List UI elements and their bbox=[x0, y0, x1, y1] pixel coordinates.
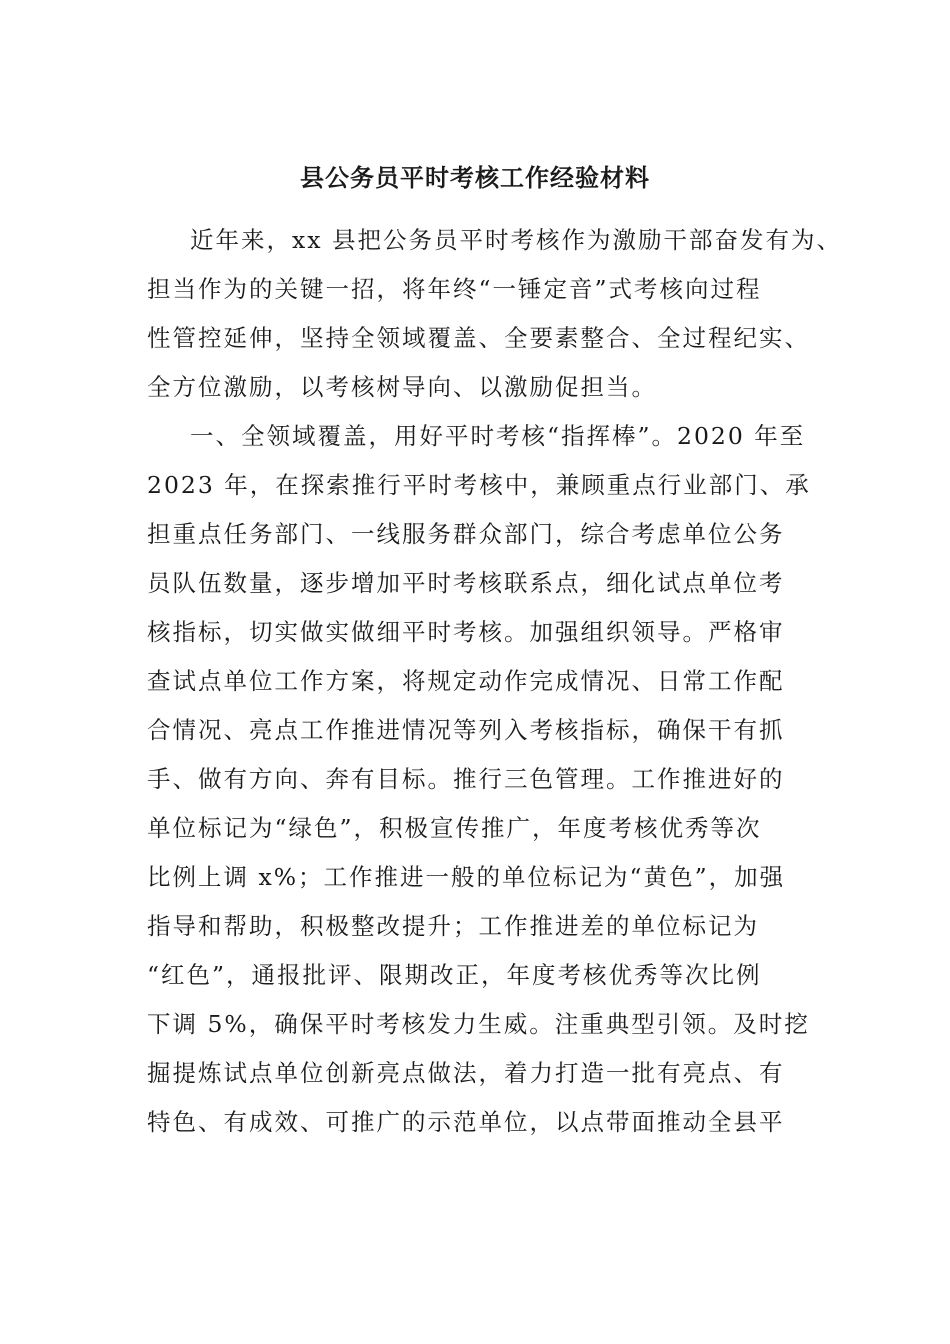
text-line: 员队伍数量，逐步增加平时考核联系点，细化试点单位考 bbox=[147, 569, 785, 597]
text-line: 指导和帮助，积极整改提升；工作推进差的单位标记为 bbox=[147, 912, 759, 940]
document-title: 县公务员平时考核工作经验材料 bbox=[300, 163, 650, 192]
text-line: 合情况、亮点工作推进情况等列入考核指标，确保干有抓 bbox=[147, 716, 785, 744]
text-line: 担当作为的关键一招，将年终“一锤定音”式考核向过程 bbox=[147, 275, 762, 303]
text-line: 一、全领域覆盖，用好平时考核“指挥棒”。2020 年至 bbox=[190, 422, 806, 450]
text-line: 单位标记为“绿色”，积极宣传推广，年度考核优秀等次 bbox=[147, 814, 762, 842]
text-line: 手、做有方向、奔有目标。推行三色管理。工作推进好的 bbox=[147, 765, 785, 793]
text-line: 比例上调 x%；工作推进一般的单位标记为“黄色”，加强 bbox=[147, 863, 786, 891]
text-line: 核指标，切实做实做细平时考核。加强组织领导。严格审 bbox=[147, 618, 785, 646]
text-line: 掘提炼试点单位创新亮点做法，着力打造一批有亮点、有 bbox=[147, 1059, 785, 1087]
text-line: 查试点单位工作方案，将规定动作完成情况、日常工作配 bbox=[147, 667, 785, 695]
text-line: 性管控延伸，坚持全领域覆盖、全要素整合、全过程纪实、 bbox=[147, 324, 810, 352]
text-line: 全方位激励，以考核树导向、以激励促担当。 bbox=[147, 373, 657, 401]
text-line: 2023 年，在探索推行平时考核中，兼顾重点行业部门、承 bbox=[147, 471, 811, 499]
text-line: 特色、有成效、可推广的示范单位，以点带面推动全县平 bbox=[147, 1108, 785, 1136]
text-line: 担重点任务部门、一线服务群众部门，综合考虑单位公务 bbox=[147, 520, 785, 548]
document-body bbox=[147, 222, 847, 1153]
text-line: “红色”，通报批评、限期改正，年度考核优秀等次比例 bbox=[147, 961, 762, 989]
text-line: 下调 5%，确保平时考核发力生威。注重典型引领。及时挖 bbox=[147, 1010, 810, 1038]
text-line: 近年来，xx 县把公务员平时考核作为激励干部奋发有为、 bbox=[190, 226, 842, 254]
